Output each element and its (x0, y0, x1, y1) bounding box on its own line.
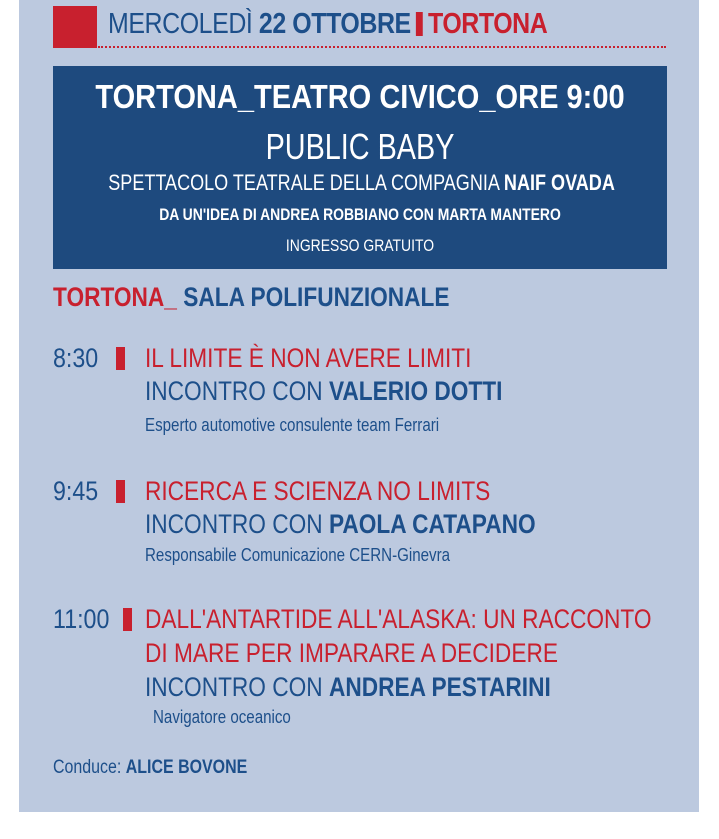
event-marker (123, 608, 132, 631)
event-speaker-role: Responsabile Comunicazione CERN-Ginevra (145, 545, 451, 565)
featured-title: PUBLIC BABY (265, 126, 455, 167)
event-meet-prefix: INCONTRO CON (145, 672, 323, 702)
date-header (108, 8, 547, 41)
featured-event-box (53, 66, 667, 269)
event-speaker-role: Navigatore oceanico (153, 707, 291, 727)
event-speaker: ANDREA PESTARINI (328, 672, 551, 702)
host-name: ALICE BOVONE (125, 757, 248, 778)
event-time: 11:00 (53, 604, 110, 634)
featured-description (108, 170, 615, 196)
event-speaker-line (145, 376, 502, 407)
event-time: 8:30 (53, 343, 99, 373)
event-meet-prefix: INCONTRO CON (145, 509, 323, 539)
venue-city: TORTONA_ (53, 282, 177, 312)
host-credit (53, 757, 247, 779)
header-separator (416, 12, 423, 36)
event-speaker-line (145, 509, 536, 540)
header-date: 22 OTTOBRE (258, 8, 411, 40)
event-speaker: VALERIO DOTTI (328, 376, 503, 406)
featured-admission: INGRESSO GRATUITO (285, 236, 435, 255)
header-city: TORTONA (427, 8, 548, 40)
dotted-divider (98, 46, 666, 48)
event-speaker-role: Esperto automotive consulente team Ferrari (145, 415, 440, 435)
event-meet-prefix: INCONTRO CON (145, 376, 323, 406)
event-time: 9:45 (53, 476, 99, 506)
featured-venue-time: TORTONA_TEATRO CIVICO_ORE 9:00 (95, 78, 625, 115)
header-day: MERCOLEDÌ (108, 8, 253, 40)
host-label: Conduce: (53, 757, 122, 778)
red-square-marker (53, 6, 97, 48)
venue-heading (53, 282, 450, 313)
event-marker (116, 480, 125, 503)
featured-company: NAIF OVADA (503, 170, 615, 195)
event-title: IL LIMITE È NON AVERE LIMITI (145, 343, 472, 373)
featured-credits: DA UN'IDEA DI ANDREA ROBBIANO CON MARTA MANTERO (159, 205, 561, 224)
venue-name: SALA POLIFUNZIONALE (183, 282, 450, 312)
event-title: DALL'ANTARTIDE ALL'ALASKA: UN RACCONTO (145, 604, 652, 634)
event-speaker: PAOLA CATAPANO (328, 509, 536, 539)
event-title-continued: DI MARE PER IMPARARE A DECIDERE (145, 638, 558, 668)
event-title: RICERCA E SCIENZA NO LIMITS (145, 476, 491, 506)
event-speaker-line (145, 672, 551, 703)
featured-description-text: SPETTACOLO TEATRALE DELLA COMPAGNIA (108, 170, 499, 195)
event-marker (116, 347, 125, 370)
